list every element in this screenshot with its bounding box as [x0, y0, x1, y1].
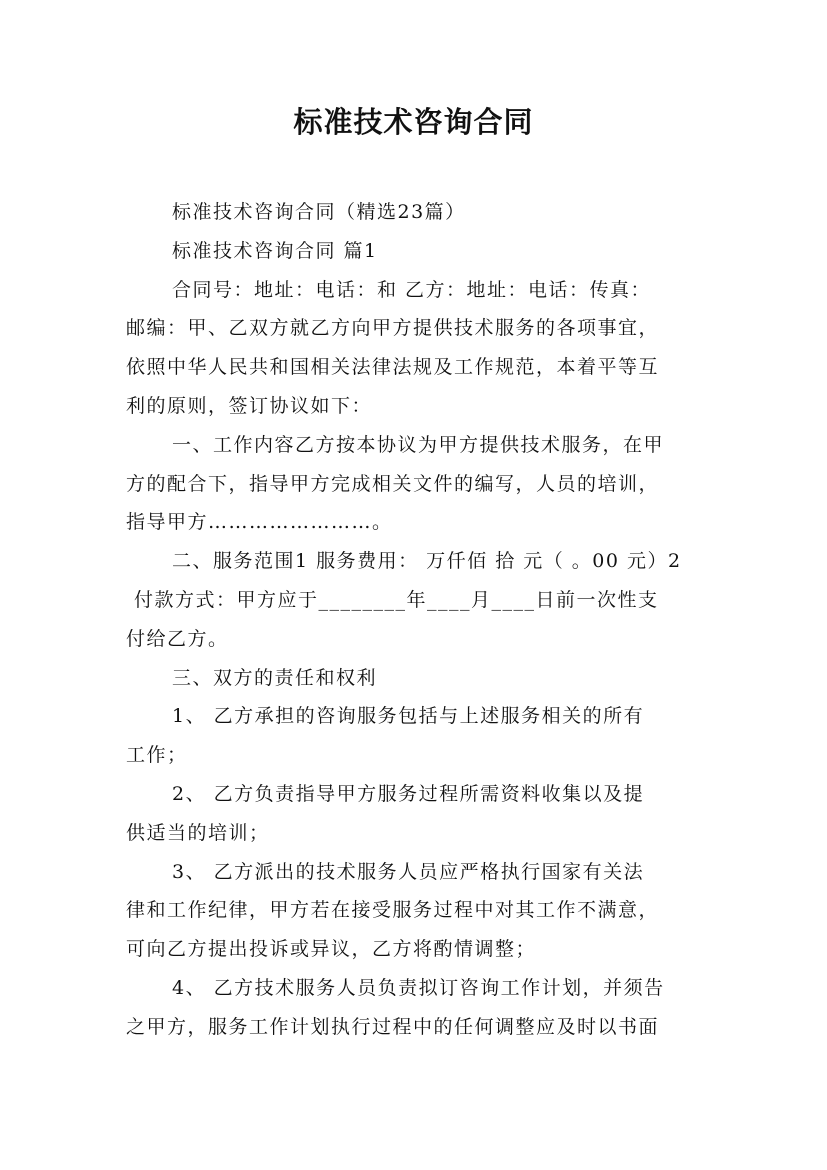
list-item-line: 工作； — [126, 744, 188, 767]
paragraph-line: 依照中华人民共和国相关法律法规及工作规范，本着平等互 — [126, 356, 660, 379]
paragraph-line: 二、服务范围1 服务费用： 万仟佰 拾 元（ 。00 元）2 — [172, 550, 682, 573]
paragraph-line: 一、工作内容乙方按本协议为甲方提供技术服务，在甲 — [172, 433, 665, 456]
list-item-line: 律和工作纪律，甲方若在接受服务过程中对其工作不满意， — [126, 899, 660, 922]
paragraph-line: 付款方式：甲方应于________年____月____日前一次性支 — [134, 588, 659, 611]
subtitle-line: 标准技术咨询合同（精选23篇） — [172, 201, 466, 223]
paragraph-line: 利的原则，签订协议如下： — [126, 394, 373, 417]
list-item-line: 可向乙方提出投诉或异议，乙方将酌情调整； — [126, 938, 537, 961]
list-item-line: 4、 乙方技术服务人员负责拟订咨询工作计划，并须告 — [172, 976, 665, 999]
document-body — [126, 193, 716, 1047]
list-item-line: 3、 乙方派出的技术服务人员应严格执行国家有关法 — [172, 860, 645, 883]
paragraph-line: 邮编：甲、乙双方就乙方向甲方提供技术服务的各项事宜， — [126, 317, 660, 340]
section-heading: 标准技术咨询合同 篇1 — [172, 239, 378, 262]
section-heading: 三、双方的责任和权利 — [172, 666, 378, 689]
list-item-line: 2、 乙方负责指导甲方服务过程所需资料收集以及提 — [172, 782, 645, 805]
list-item-line: 之甲方，服务工作计划执行过程中的任何调整应及时以书面 — [126, 1015, 660, 1038]
list-item-line: 供适当的培训； — [126, 821, 270, 844]
paragraph-line: 方的配合下，指导甲方完成相关文件的编写，人员的培训， — [126, 472, 660, 495]
paragraph-line: 指导甲方……………………。 — [126, 511, 393, 534]
paragraph-line: 合同号：地址：电话：和 乙方：地址：电话：传真： — [172, 278, 652, 301]
paragraph-line: 付给乙方。 — [126, 627, 229, 650]
document-title: 标准技术咨询合同 — [293, 105, 534, 139]
list-item-line: 1、 乙方承担的咨询服务包括与上述服务相关的所有 — [172, 705, 645, 728]
